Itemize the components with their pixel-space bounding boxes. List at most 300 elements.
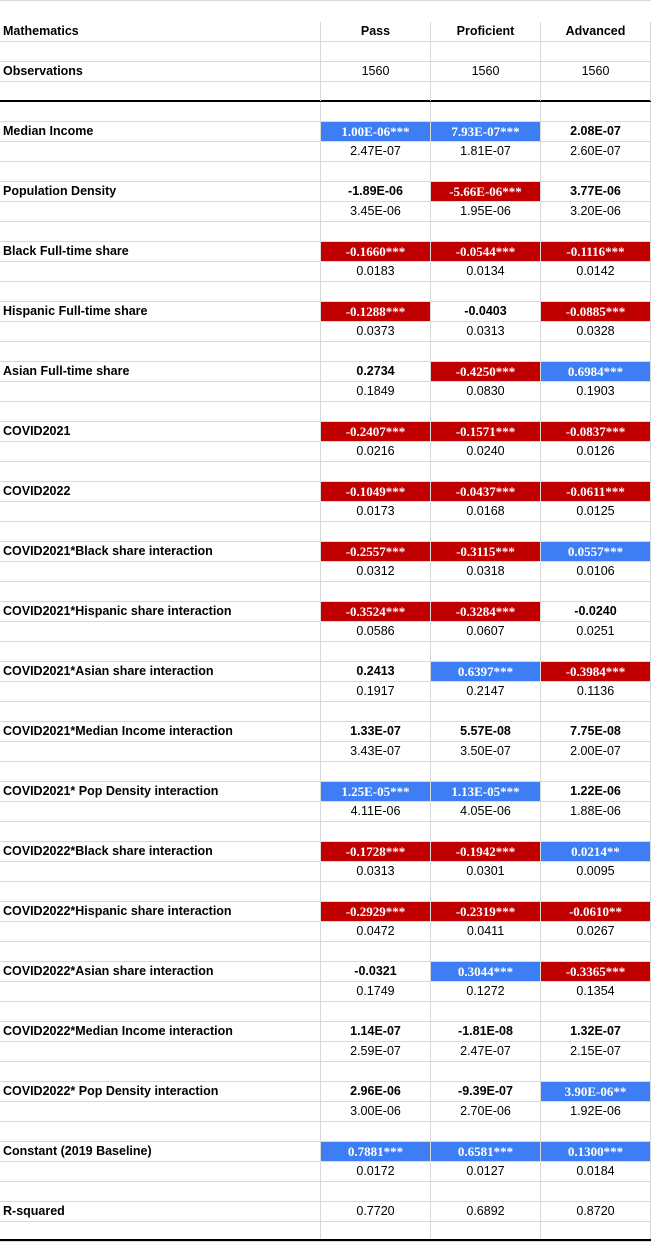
standard-error-proficient[interactable]: 0.1272 — [431, 982, 541, 1001]
empty-cell[interactable] — [541, 342, 651, 361]
coefficient-proficient[interactable]: 5.57E-08 — [431, 722, 541, 741]
empty-cell[interactable] — [321, 642, 431, 661]
empty-cell[interactable] — [431, 882, 541, 901]
standard-error-advanced[interactable]: 0.1354 — [541, 982, 651, 1001]
standard-error-advanced[interactable]: 0.0267 — [541, 922, 651, 941]
standard-error-row — [0, 982, 651, 1002]
coefficient-pass[interactable]: 2.96E-06 — [321, 1082, 431, 1101]
observations-row — [0, 62, 651, 82]
spacer-row — [0, 762, 651, 782]
empty-cell[interactable] — [0, 862, 321, 881]
standard-error-row — [0, 502, 651, 522]
standard-error-proficient[interactable]: 0.0134 — [431, 262, 541, 281]
spacer-row — [0, 702, 651, 722]
empty-cell[interactable] — [0, 522, 321, 541]
spacer-row — [0, 642, 651, 662]
empty-cell[interactable] — [321, 942, 431, 961]
spacer-row — [0, 1002, 651, 1022]
coefficient-proficient[interactable]: -0.0437*** — [431, 482, 541, 501]
spacer-row — [0, 822, 651, 842]
coefficient-proficient[interactable]: 1.13E-05*** — [431, 782, 541, 801]
empty-cell[interactable] — [0, 942, 321, 961]
column-header-advanced[interactable]: Advanced — [541, 22, 651, 41]
empty-cell[interactable] — [0, 1162, 321, 1181]
coefficient-pass[interactable]: -0.3524*** — [321, 602, 431, 621]
coefficient-advanced[interactable]: 0.0214** — [541, 842, 651, 861]
coefficient-advanced[interactable]: 7.75E-08 — [541, 722, 651, 741]
standard-error-pass[interactable]: 0.0312 — [321, 562, 431, 581]
empty-cell[interactable] — [0, 1182, 321, 1201]
empty-cell[interactable] — [321, 282, 431, 301]
spacer-row — [0, 582, 651, 602]
standard-error-proficient[interactable]: 0.0411 — [431, 922, 541, 941]
standard-error-pass[interactable]: 0.0183 — [321, 262, 431, 281]
coefficient-row — [0, 122, 651, 142]
standard-error-advanced[interactable]: 0.1136 — [541, 682, 651, 701]
empty-cell[interactable] — [321, 1062, 431, 1081]
empty-cell[interactable] — [321, 702, 431, 721]
coefficient-advanced[interactable]: -0.3365*** — [541, 962, 651, 981]
empty-cell[interactable] — [541, 1062, 651, 1081]
coefficient-advanced[interactable]: -0.0611*** — [541, 482, 651, 501]
spacer-row — [0, 462, 651, 482]
standard-error-pass[interactable]: 4.11E-06 — [321, 802, 431, 821]
empty-cell[interactable] — [321, 582, 431, 601]
empty-cell[interactable] — [0, 762, 321, 781]
empty-cell[interactable] — [321, 762, 431, 781]
empty-cell[interactable] — [431, 1002, 541, 1021]
observations-label[interactable]: Observations — [0, 62, 321, 81]
coefficient-pass[interactable]: -0.1660*** — [321, 242, 431, 261]
empty-cell[interactable] — [431, 582, 541, 601]
empty-cell[interactable] — [0, 1002, 321, 1021]
variable-label[interactable]: COVID2022*Hispanic share interaction — [0, 902, 321, 921]
empty-cell[interactable] — [321, 222, 431, 241]
empty-cell[interactable] — [321, 822, 431, 841]
empty-cell[interactable] — [541, 82, 651, 101]
coefficient-advanced[interactable]: -0.1116*** — [541, 242, 651, 261]
variable-label[interactable]: Constant (2019 Baseline) — [0, 1142, 321, 1161]
coefficient-advanced[interactable]: 3.77E-06 — [541, 182, 651, 201]
coefficient-advanced[interactable]: 0.1300*** — [541, 1142, 651, 1161]
empty-cell[interactable] — [0, 142, 321, 161]
empty-cell[interactable] — [0, 1062, 321, 1081]
spacer-row — [0, 82, 651, 102]
coefficient-pass[interactable]: -0.2557*** — [321, 542, 431, 561]
standard-error-row — [0, 742, 651, 762]
standard-error-advanced[interactable]: 0.1903 — [541, 382, 651, 401]
empty-cell[interactable] — [541, 462, 651, 481]
standard-error-proficient[interactable]: 0.0168 — [431, 502, 541, 521]
empty-cell[interactable] — [0, 442, 321, 461]
top-gridline — [0, 0, 651, 1]
standard-error-advanced[interactable]: 0.0184 — [541, 1162, 651, 1181]
coefficient-row — [0, 662, 651, 682]
empty-cell[interactable] — [321, 162, 431, 181]
empty-cell[interactable] — [541, 42, 651, 61]
empty-cell[interactable] — [541, 402, 651, 421]
empty-cell[interactable] — [541, 102, 651, 121]
coefficient-pass[interactable]: -0.2929*** — [321, 902, 431, 921]
coefficient-row — [0, 722, 651, 742]
empty-cell[interactable] — [0, 402, 321, 421]
coefficient-proficient[interactable]: -0.1942*** — [431, 842, 541, 861]
coefficient-proficient[interactable]: -0.4250*** — [431, 362, 541, 381]
r-squared-row — [0, 1202, 651, 1222]
coefficient-proficient[interactable]: -5.66E-06*** — [431, 182, 541, 201]
coefficient-advanced[interactable]: 1.22E-06 — [541, 782, 651, 801]
empty-cell[interactable] — [0, 262, 321, 281]
empty-cell[interactable] — [321, 1122, 431, 1141]
standard-error-proficient[interactable]: 0.0313 — [431, 322, 541, 341]
standard-error-advanced[interactable]: 2.60E-07 — [541, 142, 651, 161]
coefficient-row — [0, 182, 651, 202]
empty-cell[interactable] — [431, 522, 541, 541]
empty-cell[interactable] — [0, 742, 321, 761]
variable-label[interactable]: COVID2021*Asian share interaction — [0, 662, 321, 681]
empty-cell[interactable] — [0, 882, 321, 901]
empty-cell[interactable] — [0, 682, 321, 701]
coefficient-pass[interactable]: -0.1728*** — [321, 842, 431, 861]
variable-label[interactable]: COVID2022*Black share interaction — [0, 842, 321, 861]
coefficient-pass[interactable]: -0.0321 — [321, 962, 431, 981]
standard-error-row — [0, 1102, 651, 1122]
standard-error-row — [0, 142, 651, 162]
standard-error-pass[interactable]: 0.0586 — [321, 622, 431, 641]
spacer-row — [0, 222, 651, 242]
coefficient-advanced[interactable]: -0.0240 — [541, 602, 651, 621]
empty-cell[interactable] — [541, 942, 651, 961]
empty-cell[interactable] — [431, 222, 541, 241]
standard-error-advanced[interactable]: 1.88E-06 — [541, 802, 651, 821]
standard-error-proficient[interactable]: 3.50E-07 — [431, 742, 541, 761]
standard-error-row — [0, 802, 651, 822]
empty-cell[interactable] — [0, 502, 321, 521]
standard-error-proficient[interactable]: 1.95E-06 — [431, 202, 541, 221]
empty-cell[interactable] — [431, 822, 541, 841]
variable-label[interactable]: COVID2022* Pop Density interaction — [0, 1082, 321, 1101]
spacer-row — [0, 1182, 651, 1202]
empty-cell[interactable] — [541, 1002, 651, 1021]
empty-cell[interactable] — [541, 522, 651, 541]
r-squared-advanced[interactable]: 0.8720 — [541, 1202, 651, 1221]
coefficient-proficient[interactable]: -1.81E-08 — [431, 1022, 541, 1041]
empty-cell[interactable] — [431, 1062, 541, 1081]
standard-error-pass[interactable]: 0.1849 — [321, 382, 431, 401]
standard-error-pass[interactable]: 2.47E-07 — [321, 142, 431, 161]
standard-error-pass[interactable]: 3.45E-06 — [321, 202, 431, 221]
coefficient-pass[interactable]: -0.2407*** — [321, 422, 431, 441]
standard-error-row — [0, 682, 651, 702]
standard-error-row — [0, 1042, 651, 1062]
empty-cell[interactable] — [431, 762, 541, 781]
coefficient-advanced[interactable]: 2.08E-07 — [541, 122, 651, 141]
variable-label[interactable]: COVID2021*Median Income interaction — [0, 722, 321, 741]
standard-error-proficient[interactable]: 0.0607 — [431, 622, 541, 641]
coefficient-proficient[interactable]: -0.0403 — [431, 302, 541, 321]
empty-cell[interactable] — [0, 982, 321, 1001]
column-header-proficient[interactable]: Proficient — [431, 22, 541, 41]
standard-error-pass[interactable]: 0.1917 — [321, 682, 431, 701]
standard-error-pass[interactable]: 0.0313 — [321, 862, 431, 881]
coefficient-pass[interactable]: -0.1049*** — [321, 482, 431, 501]
standard-error-advanced[interactable]: 0.0095 — [541, 862, 651, 881]
coefficient-pass[interactable]: 1.14E-07 — [321, 1022, 431, 1041]
coefficient-proficient[interactable]: -0.0544*** — [431, 242, 541, 261]
standard-error-row — [0, 442, 651, 462]
standard-error-proficient[interactable]: 2.47E-07 — [431, 1042, 541, 1061]
empty-cell[interactable] — [431, 162, 541, 181]
standard-error-pass[interactable]: 0.1749 — [321, 982, 431, 1001]
empty-cell[interactable] — [541, 642, 651, 661]
standard-error-pass[interactable]: 0.0373 — [321, 322, 431, 341]
standard-error-proficient[interactable]: 0.0127 — [431, 1162, 541, 1181]
standard-error-row — [0, 862, 651, 882]
standard-error-pass[interactable]: 3.00E-06 — [321, 1102, 431, 1121]
coefficient-advanced[interactable]: -0.0885*** — [541, 302, 651, 321]
variable-label[interactable]: Black Full-time share — [0, 242, 321, 261]
coefficient-pass[interactable]: -0.1288*** — [321, 302, 431, 321]
standard-error-row — [0, 562, 651, 582]
empty-cell[interactable] — [0, 1042, 321, 1061]
standard-error-pass[interactable]: 3.43E-07 — [321, 742, 431, 761]
variable-label[interactable]: COVID2021*Black share interaction — [0, 542, 321, 561]
standard-error-proficient[interactable]: 0.0830 — [431, 382, 541, 401]
empty-cell[interactable] — [321, 342, 431, 361]
empty-cell[interactable] — [431, 702, 541, 721]
observations-proficient[interactable]: 1560 — [431, 62, 541, 81]
empty-cell[interactable] — [0, 702, 321, 721]
standard-error-proficient[interactable]: 2.70E-06 — [431, 1102, 541, 1121]
empty-cell[interactable] — [541, 702, 651, 721]
coefficient-row — [0, 302, 651, 322]
empty-cell[interactable] — [0, 1122, 321, 1141]
coefficient-proficient[interactable]: 7.93E-07*** — [431, 122, 541, 141]
coefficient-advanced[interactable]: 1.32E-07 — [541, 1022, 651, 1041]
standard-error-advanced[interactable]: 0.0126 — [541, 442, 651, 461]
empty-cell[interactable] — [321, 1002, 431, 1021]
standard-error-row — [0, 262, 651, 282]
standard-error-proficient[interactable]: 1.81E-07 — [431, 142, 541, 161]
coefficient-proficient[interactable]: 0.6581*** — [431, 1142, 541, 1161]
empty-cell[interactable] — [0, 202, 321, 221]
standard-error-advanced[interactable]: 0.0142 — [541, 262, 651, 281]
standard-error-advanced[interactable]: 0.0251 — [541, 622, 651, 641]
standard-error-proficient[interactable]: 0.2147 — [431, 682, 541, 701]
standard-error-proficient[interactable]: 0.0318 — [431, 562, 541, 581]
spacer-row — [0, 1062, 651, 1082]
standard-error-pass[interactable]: 0.0472 — [321, 922, 431, 941]
empty-cell[interactable] — [0, 82, 321, 101]
variable-label[interactable]: Hispanic Full-time share — [0, 302, 321, 321]
coefficient-row — [0, 422, 651, 442]
spacer-row — [0, 402, 651, 422]
coefficient-row — [0, 902, 651, 922]
coefficient-proficient[interactable]: -0.2319*** — [431, 902, 541, 921]
standard-error-pass[interactable]: 0.0173 — [321, 502, 431, 521]
coefficient-row — [0, 542, 651, 562]
standard-error-advanced[interactable]: 2.15E-07 — [541, 1042, 651, 1061]
header-row — [0, 22, 651, 42]
coefficient-pass[interactable]: 1.00E-06*** — [321, 122, 431, 141]
empty-cell[interactable] — [0, 222, 321, 241]
empty-cell[interactable] — [541, 162, 651, 181]
empty-cell[interactable] — [541, 762, 651, 781]
variable-label[interactable]: Population Density — [0, 182, 321, 201]
observations-advanced[interactable]: 1560 — [541, 62, 651, 81]
empty-cell[interactable] — [0, 642, 321, 661]
bottom-rule — [0, 1239, 651, 1241]
coefficient-row — [0, 482, 651, 502]
coefficient-row — [0, 362, 651, 382]
empty-cell[interactable] — [0, 42, 321, 61]
empty-cell[interactable] — [0, 922, 321, 941]
coefficient-row — [0, 962, 651, 982]
coefficient-proficient[interactable]: -0.3284*** — [431, 602, 541, 621]
empty-cell[interactable] — [541, 582, 651, 601]
empty-cell[interactable] — [0, 382, 321, 401]
empty-cell[interactable] — [0, 822, 321, 841]
coefficient-advanced[interactable]: -0.3984*** — [541, 662, 651, 681]
standard-error-proficient[interactable]: 4.05E-06 — [431, 802, 541, 821]
spacer-row — [0, 102, 651, 122]
coefficient-pass[interactable]: 1.25E-05*** — [321, 782, 431, 801]
subject-label[interactable]: Mathematics — [0, 22, 321, 41]
r-squared-label[interactable]: R-squared — [0, 1202, 321, 1221]
standard-error-advanced[interactable]: 0.0328 — [541, 322, 651, 341]
coefficient-pass[interactable]: 0.7881*** — [321, 1142, 431, 1161]
empty-cell[interactable] — [541, 882, 651, 901]
empty-cell[interactable] — [431, 102, 541, 121]
empty-cell[interactable] — [0, 462, 321, 481]
empty-cell[interactable] — [321, 462, 431, 481]
spacer-row — [0, 342, 651, 362]
empty-cell[interactable] — [431, 282, 541, 301]
standard-error-advanced[interactable]: 3.20E-06 — [541, 202, 651, 221]
coefficient-row — [0, 1082, 651, 1102]
table-body — [0, 102, 651, 1202]
coefficient-proficient[interactable]: 0.6397*** — [431, 662, 541, 681]
coefficient-row — [0, 1022, 651, 1042]
standard-error-advanced[interactable]: 0.0106 — [541, 562, 651, 581]
standard-error-row — [0, 202, 651, 222]
coefficient-proficient[interactable]: -0.1571*** — [431, 422, 541, 441]
standard-error-pass[interactable]: 0.0216 — [321, 442, 431, 461]
empty-cell[interactable] — [541, 1182, 651, 1201]
coefficient-pass[interactable]: 1.33E-07 — [321, 722, 431, 741]
standard-error-advanced[interactable]: 1.92E-06 — [541, 1102, 651, 1121]
coefficient-row — [0, 782, 651, 802]
standard-error-pass[interactable]: 0.0172 — [321, 1162, 431, 1181]
empty-cell[interactable] — [0, 102, 321, 121]
variable-label[interactable]: COVID2022*Median Income interaction — [0, 1022, 321, 1041]
empty-cell[interactable] — [321, 1182, 431, 1201]
coefficient-advanced[interactable]: -0.0837*** — [541, 422, 651, 441]
spacer-row — [0, 282, 651, 302]
variable-label[interactable]: COVID2021* Pop Density interaction — [0, 782, 321, 801]
empty-cell[interactable] — [0, 562, 321, 581]
coefficient-pass[interactable]: 0.2734 — [321, 362, 431, 381]
empty-cell[interactable] — [0, 162, 321, 181]
coefficient-pass[interactable]: -1.89E-06 — [321, 182, 431, 201]
empty-cell[interactable] — [0, 622, 321, 641]
r-squared-pass[interactable]: 0.7720 — [321, 1202, 431, 1221]
empty-cell[interactable] — [431, 462, 541, 481]
empty-cell[interactable] — [0, 802, 321, 821]
empty-cell[interactable] — [321, 42, 431, 61]
empty-cell[interactable] — [321, 102, 431, 121]
coefficient-row — [0, 1142, 651, 1162]
standard-error-row — [0, 922, 651, 942]
coefficient-advanced[interactable]: 0.6984*** — [541, 362, 651, 381]
empty-cell[interactable] — [541, 222, 651, 241]
empty-cell[interactable] — [541, 822, 651, 841]
spacer-row — [0, 522, 651, 542]
spacer-row — [0, 882, 651, 902]
coefficient-advanced[interactable]: -0.0610** — [541, 902, 651, 921]
standard-error-proficient[interactable]: 0.0240 — [431, 442, 541, 461]
empty-cell[interactable] — [0, 1102, 321, 1121]
empty-cell[interactable] — [321, 522, 431, 541]
observations-pass[interactable]: 1560 — [321, 62, 431, 81]
standard-error-row — [0, 382, 651, 402]
empty-cell[interactable] — [0, 282, 321, 301]
coefficient-row — [0, 842, 651, 862]
empty-cell[interactable] — [541, 282, 651, 301]
column-header-pass[interactable]: Pass — [321, 22, 431, 41]
empty-cell[interactable] — [431, 342, 541, 361]
standard-error-pass[interactable]: 2.59E-07 — [321, 1042, 431, 1061]
standard-error-proficient[interactable]: 0.0301 — [431, 862, 541, 881]
coefficient-advanced[interactable]: 0.0557*** — [541, 542, 651, 561]
empty-cell[interactable] — [0, 342, 321, 361]
spacer-row — [0, 162, 651, 182]
empty-cell[interactable] — [431, 942, 541, 961]
variable-label[interactable]: COVID2022 — [0, 482, 321, 501]
standard-error-row — [0, 1162, 651, 1182]
empty-cell[interactable] — [431, 1122, 541, 1141]
empty-cell[interactable] — [321, 82, 431, 101]
standard-error-row — [0, 322, 651, 342]
coefficient-proficient[interactable]: -9.39E-07 — [431, 1082, 541, 1101]
empty-cell[interactable] — [431, 642, 541, 661]
variable-label[interactable]: Asian Full-time share — [0, 362, 321, 381]
empty-cell[interactable] — [321, 402, 431, 421]
empty-cell[interactable] — [321, 882, 431, 901]
empty-cell[interactable] — [431, 42, 541, 61]
variable-label[interactable]: COVID2021 — [0, 422, 321, 441]
variable-label[interactable]: COVID2021*Hispanic share interaction — [0, 602, 321, 621]
coefficient-row — [0, 602, 651, 622]
empty-cell[interactable] — [431, 402, 541, 421]
coefficient-proficient[interactable]: -0.3115*** — [431, 542, 541, 561]
empty-cell[interactable] — [431, 82, 541, 101]
coefficient-advanced[interactable]: 3.90E-06** — [541, 1082, 651, 1101]
standard-error-advanced[interactable]: 0.0125 — [541, 502, 651, 521]
coefficient-pass[interactable]: 0.2413 — [321, 662, 431, 681]
coefficient-row — [0, 242, 651, 262]
variable-label[interactable]: COVID2022*Asian share interaction — [0, 962, 321, 981]
coefficient-proficient[interactable]: 0.3044*** — [431, 962, 541, 981]
standard-error-advanced[interactable]: 2.00E-07 — [541, 742, 651, 761]
empty-cell[interactable] — [0, 322, 321, 341]
empty-cell[interactable] — [0, 582, 321, 601]
spacer-row — [0, 942, 651, 962]
variable-label[interactable]: Median Income — [0, 122, 321, 141]
r-squared-proficient[interactable]: 0.6892 — [431, 1202, 541, 1221]
empty-cell[interactable] — [541, 1122, 651, 1141]
empty-cell[interactable] — [431, 1182, 541, 1201]
